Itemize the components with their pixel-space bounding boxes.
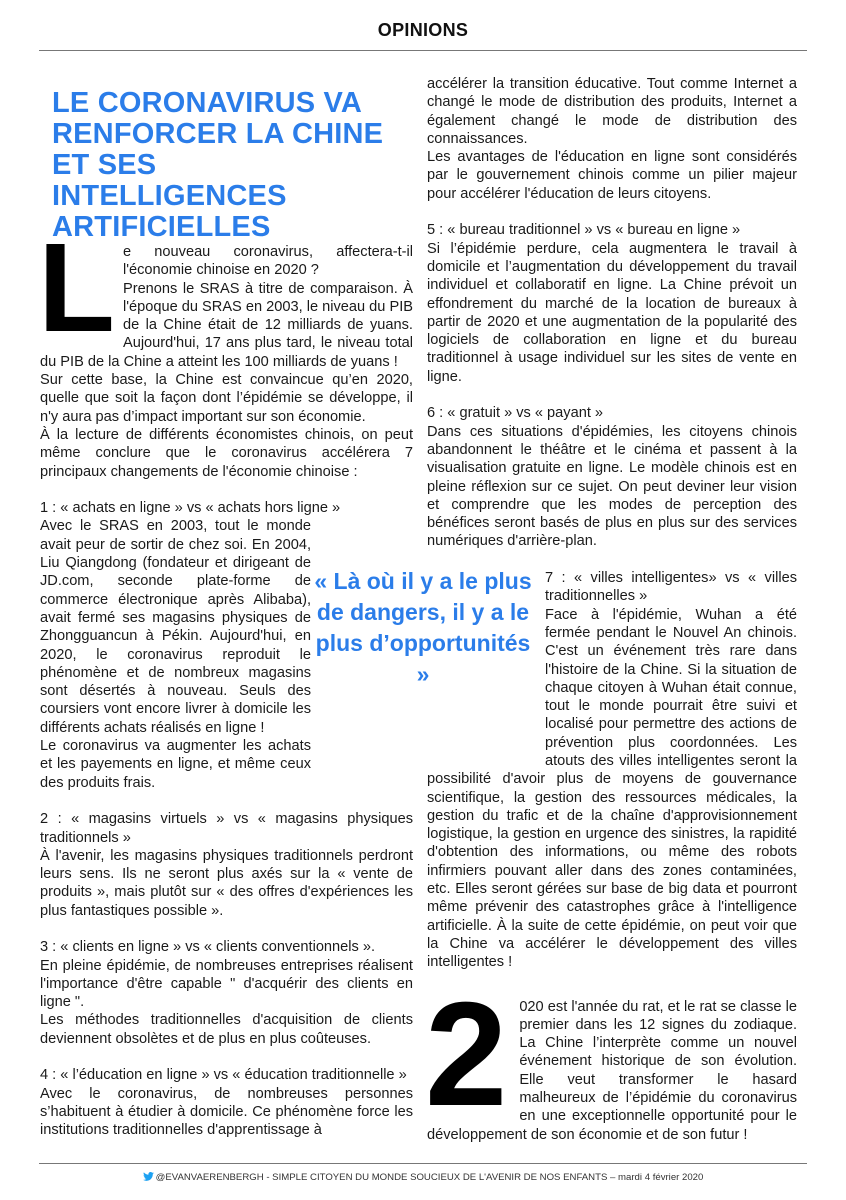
section-6-paragraph-1: Dans ces situations d'épidémies, les citoyens chinois abandonnent le théâtre et le cinéma et passent à la visualisation gratuite en ligne. Le modèle chinois est en pleine réflexion sur ce sujet. On peut deviner leur vision et comprendre que les modes de perception des bénéfices seront basés de plus en plus sur des services numériques d'arrière-plan. [427,423,797,550]
footer-tagline: - SIMPLE CITOYEN DU MONDE SOUCIEUX DE L'AVENIR DE NOS ENFANTS – mardi 4 février 2020 [263,1172,704,1183]
section-7-paragraph-1: Face à l'épidémie, Wuhan a été fermée pendant le Nouvel An chinois. C'est un événement très rare dans l'histoire de la Chine. Si la situation de chaque citoyen à Wuhan était connue, tout le monde pourrait être suivi et localisé pour permettre des actions de prévention plus coordonnées. Les atouts des villes intelligentes seront la possibilité d'avoir plus de moyens de gouvernance scientifique, la gestion des ressources médicales, la gestion du trafic et de la chaîne d'approvisionnement logistique, la gestion en urgence des sinistres, la rapidité d'obtention des informations, ou même des robots infirmiers pouvant aller dans des zones contaminées, etc. Elles seront gérées sur base de big data et pourront même prévenir des catastrophes grâce à l'intelligence artificielle. À la suite de cette épidémie, on peut voir que la Chine va accélérer le développement des villes intelligentes ! [427,606,797,971]
intro-paragraph-3: Sur cette base, la Chine est convaincue qu’en 2020, quelle que soit la façon dont l’épidémie se développe, il n'y aura pas d’impact important sur son économie. [40,372,413,425]
section-4-paragraph-1-continued: accélérer la transition éducative. Tout comme Internet a changé le mode de distribution des produits, Internet a également changé le mode de distribution des connaissances. [427,76,797,147]
article-headline: LE CORONAVIRUS VA RENFORCER LA CHINE ET SES INTELLIGENCES ARTIFICIELLES [52,87,384,243]
section-3-title: 3 : « clients en ligne » vs « clients conventionnels ». [40,939,376,956]
section-6-title: 6 : « gratuit » vs « payant » [427,405,604,422]
section-title: OPINIONS [377,20,469,40]
section-1-paragraph-1: Avec le SRAS en 2003, tout le monde avait peur de sortir de chez soi. En 2004, Liu Qiangdong (fondateur et dirigeant de JD.com, seconde plate-forme de commerce électronique après Alibaba), avait fermé ses magasins physiques de Zhongguancun à Pékin. Aujourd'hui, en 2020, le coronavirus reproduit le phénomène et de nombreux magasins sont désertés à nouveau. Seuls des coursiers vont encore livrer à domicile les différents achats réalisés en ligne ! [40,517,413,737]
section-2-paragraph-1: À l'avenir, les magasins physiques traditionnels perdront leurs sens. Ils ne seront plus axés sur la « vente de produits », mais plutôt sur « des offres d'expériences les plus fantastiques possible ». [40,847,413,919]
intro-paragraph-4: À la lecture de différents économistes chinois, on peut même conclure que le coronavirus accélérera 7 principaux changements de l'économie chinoise : [40,426,413,480]
footer [0,1172,846,1184]
section-5-title: 5 : « bureau traditionnel » vs « bureau en ligne » [427,222,741,239]
section-3-paragraph-2: Les méthodes traditionnelles d'acquisition de clients deviennent obsolètes et de plus en plus coûteuses. [40,1012,413,1047]
drop-cap-2: 2 [425,971,508,1137]
twitter-icon[interactable] [143,1172,154,1184]
section-4-paragraph-1: Avec le coronavirus, de nombreuses personnes s’habituent à étudier à domicile. Ce phénomène force les institutions traditionnelles d'apprentissage à [40,1085,413,1139]
section-4-title: 4 : « l’éducation en ligne » vs « éducation traditionnelle » [40,1067,407,1084]
intro-paragraph-2: Prenons le SRAS à titre de comparaison. À l'époque du SRAS en 2003, le niveau du PIB de la Chine était de 12 milliards de yuans. Aujourd'hui, 17 ans plus tard, le niveau total du PIB de la Chine a atteint les 100 milliards de yuans ! [40,280,413,370]
section-2-title: 2 : « magasins virtuels » vs « magasins physiques traditionnels » [40,811,413,846]
top-divider [39,50,807,51]
section-1-title: 1 : « achats en ligne » vs « achats hors ligne » [40,500,341,517]
drop-cap-l: L [38,217,115,358]
section-5-paragraph-1: Si l’épidémie perdure, cela augmentera le travail à domicile et l’augmentation du développement du travail individuel et collaboratif en ligne. La Chine prévoit un effondrement du marché de la location de bureaux à partir de 2020 et une augmentation de la popularité des logiciels de collaboration en ligne et du bureau traditionnel à usage individuel sur les sites de vente en ligne. [427,240,797,385]
left-column [38,217,413,1140]
pull-quote: « Là où il y a le plus de dangers, il y a le plus d’opportunités » [314,568,532,687]
section-7-title: 7 : « villes intelligentes» vs « villes traditionnelles » [545,570,797,605]
section-1-paragraph-2: Le coronavirus va augmenter les achats et les payements en ligne, et même ceux des produits frais. [40,738,311,791]
conclusion-paragraph: 020 est l'année du rat, et le rat se classe le premier dans les 12 signes du zodiaque. La Chine l’interprète comme un nouvel événement historique de son évolution. Elle veut transformer le hasard malheureux de l’épidémie du coronavirus en une exceptionnelle opportunité pour le développement de son économie et de son futur ! [427,998,797,1143]
section-4-paragraph-2: Les avantages de l'éducation en ligne sont considérés par le gouvernement chinois comme un pilier majeur pour accélérer l'éducation de leurs citoyens. [427,149,797,202]
intro-paragraph-1: e nouveau coronavirus, affectera-t-il l'économie chinoise en 2020 ? [122,244,413,279]
footer-handle[interactable]: @EVANVAERENBERGH [155,1172,264,1183]
section-3-paragraph-1: En pleine épidémie, de nombreuses entreprises réalisent l'importance d'être capable " d'acquérir des clients en ligne ". [40,957,413,1011]
bottom-divider [39,1163,807,1164]
